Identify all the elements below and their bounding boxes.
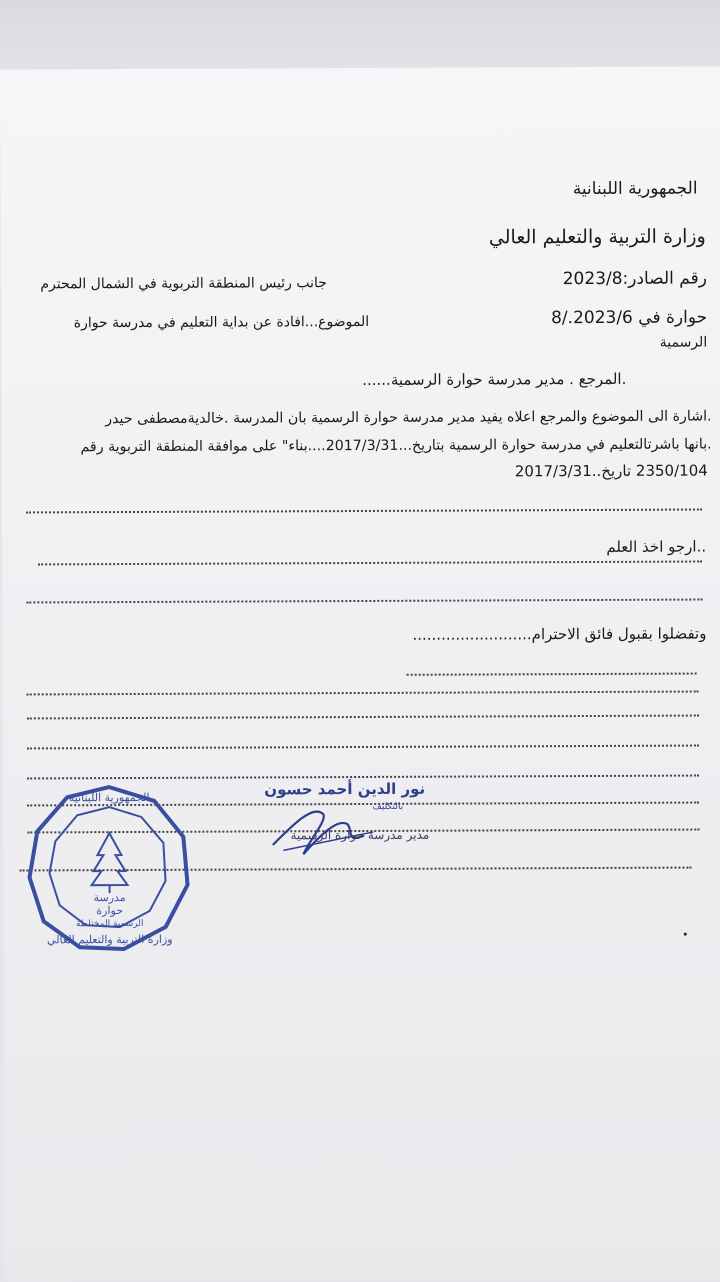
handwritten-signature-icon xyxy=(253,784,463,865)
subject-line-continued: الرسمية xyxy=(660,332,708,352)
dotted-line xyxy=(26,599,702,604)
dotted-line xyxy=(27,715,699,720)
signature-name: نور الدين أحمد حسون xyxy=(264,780,425,799)
stamp-center-2: حوارة xyxy=(96,904,123,917)
dotted-line xyxy=(26,509,702,514)
dotted-line xyxy=(38,561,702,566)
end-mark xyxy=(684,933,687,936)
signature-title: مدير مدرسة حوارة الرسمية xyxy=(290,828,429,843)
body-line-2: .بانها باشرتالتعليم في مدرسة حوارة الرسمية بتاريخ...2017/3/31....بناء" على موافقة المنطقة التربوية رقم xyxy=(80,434,711,457)
signature-assigned: بالتكليف xyxy=(373,802,404,812)
request-line: ..ارجو اخذ العلم xyxy=(606,536,706,556)
addressee: جانب رئيس المنطقة التربوية في الشمال المحترم xyxy=(40,273,327,294)
stamp-center-3: الرسمية المختلطة xyxy=(76,919,144,929)
dotted-line xyxy=(407,673,697,676)
official-stamp-icon xyxy=(23,781,196,954)
ministry-heading: وزارة التربية والتعليم العالي xyxy=(489,226,706,247)
subject-line: الموضوع...افادة عن بداية التعليم في مدرسة حوارة xyxy=(74,312,369,333)
body-line-1: .اشارة الى الموضوع والمرجع اعلاه يفيد مدير مدرسة حوارة الرسمية بان المدرسة .خالديةمصطفى حيدر xyxy=(105,406,711,429)
body-line-3: 2350/104 تاريخ..2017/3/31 xyxy=(515,460,708,481)
dotted-line xyxy=(27,691,699,696)
document-page xyxy=(0,66,720,1281)
stamp-outer-bottom: وزارة التربية والتعليم العالي xyxy=(47,933,173,947)
date-line: حوارة في 2023/6./8 xyxy=(551,307,707,328)
stamp-outer-top: الجمهورية اللبنانية xyxy=(69,791,150,804)
republic-heading: الجمهورية اللبنانية xyxy=(573,179,698,200)
dotted-line xyxy=(27,745,699,750)
outgoing-number: رقم الصادر:2023/8 xyxy=(563,268,707,289)
stamp-center-1: مدرسة xyxy=(94,891,126,904)
dotted-line xyxy=(27,775,699,780)
reference-line: .المرجع . مدير مدرسة حوارة الرسمية...... xyxy=(362,369,626,390)
closing-line: وتفضلوا بقبول فائق الاحترام......................... xyxy=(412,623,706,644)
